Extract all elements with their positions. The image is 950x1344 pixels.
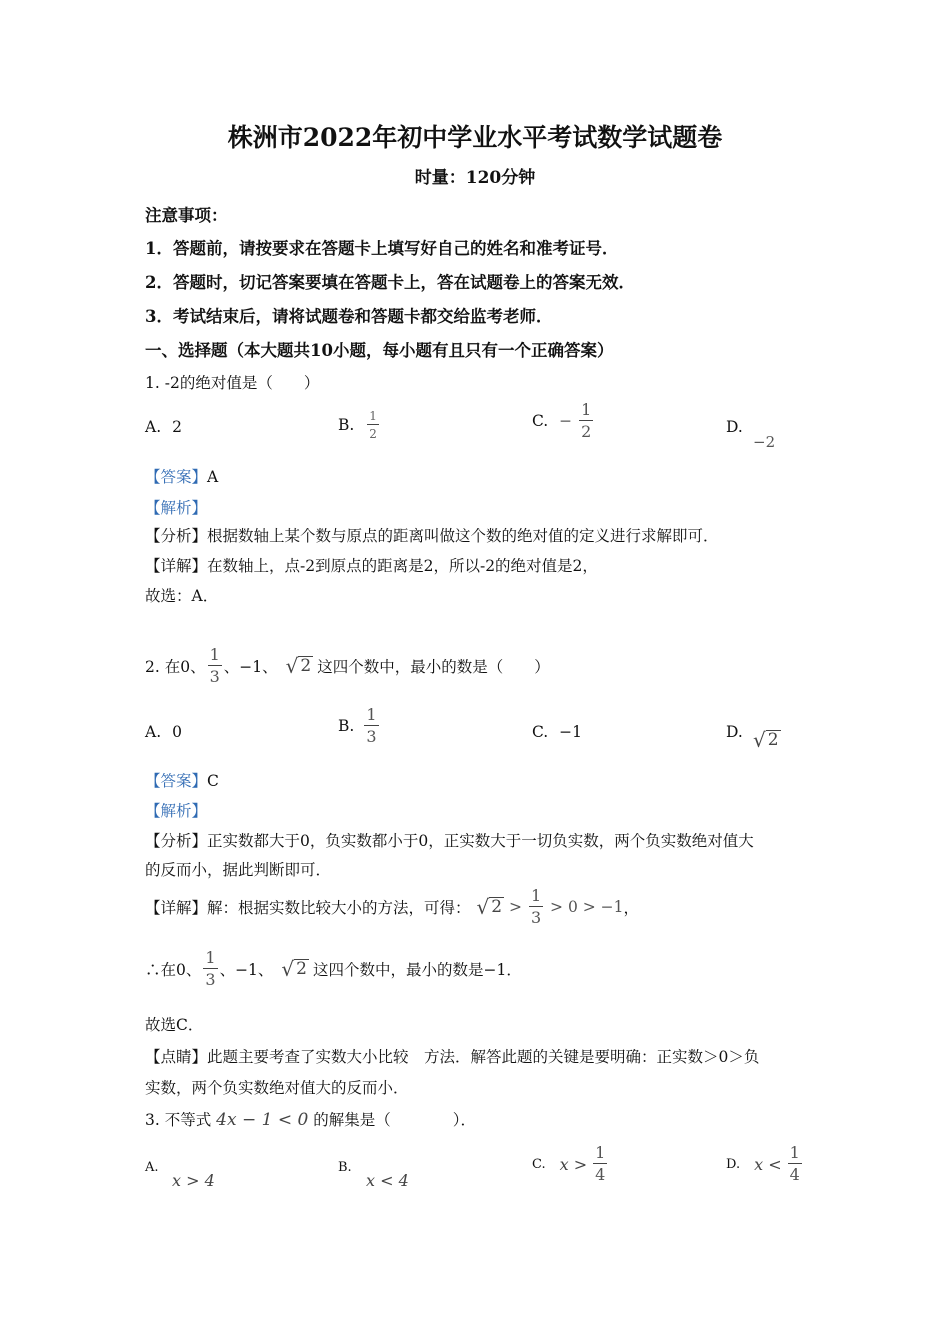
q3-stem-post: 的解集是（ ）． bbox=[313, 1111, 476, 1129]
q2-option-a-label: A. bbox=[145, 723, 162, 741]
fraction-denominator: 3 bbox=[209, 667, 220, 686]
answer-tag: 【答案】 bbox=[145, 468, 208, 486]
fraction-denominator: 2 bbox=[581, 422, 592, 441]
q1-option-b-fraction bbox=[367, 410, 379, 440]
note-item-2: 2．答题时，切记答案要填在答题卡上，答在试题卷上的答案无效． bbox=[145, 273, 635, 292]
q1-option-a bbox=[145, 418, 182, 436]
sqrt-icon: √ bbox=[285, 654, 299, 678]
q3-stem bbox=[145, 1108, 476, 1130]
q2-option-a-value: 0 bbox=[172, 723, 182, 741]
q2-guxuan: 故选C． bbox=[145, 1016, 204, 1034]
q1-option-a-label: A. bbox=[145, 418, 162, 436]
fraction-denominator: 3 bbox=[205, 970, 216, 989]
q3-stem-pre: 3. 不等式 bbox=[145, 1111, 212, 1129]
q2-option-c-value: −1 bbox=[559, 723, 583, 741]
fraction-denominator: 3 bbox=[366, 727, 377, 746]
q2-xiangjie bbox=[145, 888, 639, 926]
notes-heading: 注意事项： bbox=[145, 206, 228, 225]
q2-option-b-fraction bbox=[364, 707, 378, 745]
q2-option-a bbox=[145, 723, 182, 741]
q1-xiangjie: 【详解】在数轴上，点-2到原点的距离是2，所以-2的绝对值是2， bbox=[145, 557, 598, 575]
q3-stem-inequality: 4x − 1 < 0 bbox=[216, 1110, 309, 1130]
q1-analysis-tag: 【解析】 bbox=[145, 499, 208, 517]
q2-therefore-fraction bbox=[203, 950, 217, 988]
q1-option-c bbox=[532, 402, 595, 440]
page-title: 株洲市2022年初中学业水平考试数学试题卷 bbox=[227, 123, 723, 152]
q2-option-b bbox=[338, 707, 381, 745]
q3-option-d bbox=[726, 1145, 804, 1183]
q2-stem-fraction bbox=[208, 647, 222, 685]
q2-answer bbox=[145, 769, 219, 791]
q2-therefore-pre: ∴在0、 bbox=[145, 961, 202, 979]
q1-option-d-label: D. bbox=[726, 418, 743, 436]
fraction-denominator: 4 bbox=[595, 1165, 606, 1184]
sqrt-radicand: 2 bbox=[296, 959, 307, 980]
q1-option-d-value: −2 bbox=[753, 433, 776, 451]
q2-stem bbox=[145, 647, 550, 685]
q2-option-c bbox=[532, 723, 582, 741]
q2-therefore-mid: 、−1、 bbox=[219, 961, 274, 979]
section-heading: 一、选择题（本大题共10小题，每小题有且只有一个正确答案） bbox=[145, 341, 614, 360]
q2-ineq-end: ， bbox=[623, 899, 640, 917]
q3-option-b-value: x < 4 bbox=[366, 1171, 409, 1190]
answer-value: C bbox=[207, 772, 219, 790]
q2-stem-sqrt bbox=[286, 656, 314, 676]
q1-option-c-label: C. bbox=[532, 412, 549, 430]
q3-option-d-label: D. bbox=[726, 1156, 741, 1172]
sqrt-radicand: 2 bbox=[767, 729, 779, 750]
q2-option-d bbox=[726, 723, 743, 741]
q3-option-a-label: A. bbox=[145, 1160, 159, 1175]
fraction-numerator: 1 bbox=[530, 886, 542, 905]
q3-option-c bbox=[532, 1145, 609, 1183]
note-item-3: 3．考试结束后，请将试题卷和答题卡都交给监考老师． bbox=[145, 307, 553, 326]
q3-option-a-value: x > 4 bbox=[172, 1171, 215, 1190]
q1-option-b-label: B. bbox=[338, 416, 355, 434]
fraction-numerator: 1 bbox=[369, 409, 377, 423]
q2-analysis-tag: 【解析】 bbox=[145, 802, 208, 820]
sqrt-icon: √ bbox=[753, 727, 766, 752]
fraction-numerator: 1 bbox=[205, 948, 216, 967]
q3-option-b-label: B. bbox=[338, 1160, 352, 1175]
q1-option-b bbox=[338, 410, 381, 440]
answer-tag: 【答案】 bbox=[145, 772, 208, 790]
q2-option-b-label: B. bbox=[338, 717, 355, 735]
sqrt-icon: √ bbox=[281, 957, 295, 981]
q1-stem: 1. -2的绝对值是（ ） bbox=[145, 374, 320, 392]
q2-dianjing-line-2: 实数，两个负实数绝对值大的反而小． bbox=[145, 1079, 409, 1097]
sqrt-radicand: 2 bbox=[491, 897, 503, 918]
sqrt-expression bbox=[753, 727, 781, 752]
q2-stem-post: 这四个数中，最小的数是（ ） bbox=[317, 658, 550, 676]
q2-therefore-post: 这四个数中，最小的数是−1． bbox=[313, 961, 522, 979]
q1-guxuan: 故选：A． bbox=[145, 587, 219, 605]
q2-fenxi-line-1: 【分析】正实数都大于0，负实数都小于0，正实数大于一切负实数，两个负实数绝对值大 bbox=[145, 832, 754, 850]
q2-ineq-gt: > bbox=[504, 898, 527, 916]
sqrt-icon: √ bbox=[476, 895, 490, 919]
fraction-denominator: 4 bbox=[789, 1165, 800, 1184]
q1-option-a-value: 2 bbox=[172, 418, 182, 436]
q2-dianjing-line-1: 【点睛】此题主要考查了实数大小比较 方法．解答此题的关键是要明确：正实数＞0＞负 bbox=[145, 1048, 760, 1066]
q2-therefore bbox=[145, 950, 522, 988]
q2-therefore-sqrt bbox=[281, 959, 309, 979]
sqrt-radicand: 2 bbox=[300, 656, 312, 677]
q2-option-d-sqrt bbox=[753, 729, 781, 750]
q2-option-d-label: D. bbox=[726, 723, 743, 741]
fraction-numerator: 1 bbox=[366, 705, 377, 724]
q3-option-d-pre: x < bbox=[754, 1154, 782, 1174]
q2-stem-mid: 、−1、 bbox=[223, 658, 278, 676]
q1-answer bbox=[145, 465, 218, 487]
q2-ineq-fraction bbox=[529, 888, 543, 926]
q3-option-c-pre: x > bbox=[559, 1154, 588, 1174]
q3-option-c-label: C. bbox=[532, 1156, 546, 1172]
q1-option-c-fraction bbox=[579, 402, 593, 440]
q1-fenxi: 【分析】根据数轴上某个数与原点的距离叫做这个数的绝对值的定义进行求解即可． bbox=[145, 527, 719, 545]
q3-option-c-fraction bbox=[593, 1145, 607, 1183]
fraction-numerator: 1 bbox=[789, 1143, 800, 1162]
q2-ineq-rest: > 0 > −1 bbox=[545, 898, 624, 916]
answer-value: A bbox=[207, 468, 219, 486]
q2-ineq-sqrt bbox=[477, 897, 505, 917]
fraction-denominator: 3 bbox=[530, 908, 542, 927]
fraction-numerator: 1 bbox=[581, 400, 592, 419]
q1-option-c-sign: − bbox=[559, 412, 573, 430]
q1-option-d bbox=[726, 418, 743, 436]
fraction-denominator: 2 bbox=[369, 427, 377, 441]
note-item-1: 1．答题前，请按要求在答题卡上填写好自己的姓名和准考证号． bbox=[145, 239, 619, 258]
q2-xiangjie-pre: 【详解】解：根据实数比较大小的方法，可得： bbox=[145, 899, 471, 917]
q3-option-d-fraction bbox=[788, 1145, 802, 1183]
fraction-numerator: 1 bbox=[595, 1143, 606, 1162]
q2-stem-pre: 2. 在0、 bbox=[145, 658, 206, 676]
fraction-numerator: 1 bbox=[209, 645, 220, 664]
q2-option-c-label: C. bbox=[532, 723, 549, 741]
exam-duration: 时量：120分钟 bbox=[414, 168, 536, 188]
q2-fenxi-line-2: 的反而小，据此判断即可． bbox=[145, 861, 332, 879]
